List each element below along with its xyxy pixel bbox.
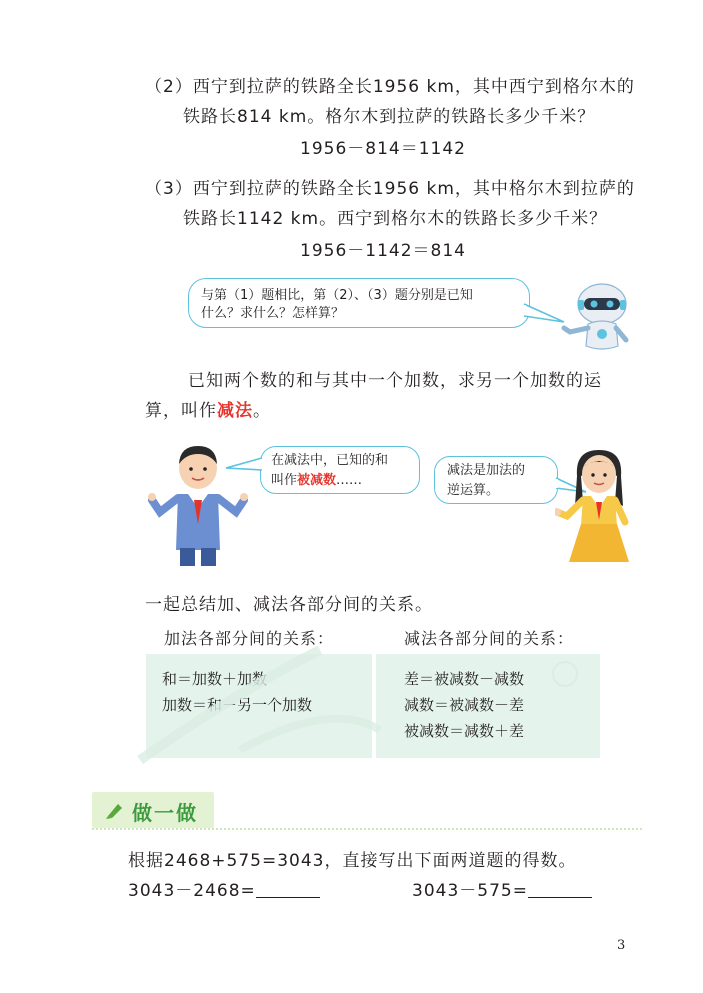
girl-bubble-line-1: 减法是加法的 bbox=[447, 463, 526, 478]
problem-2-equation: 1956－814＝1142 bbox=[300, 139, 466, 159]
definition-suffix: 。 bbox=[253, 401, 271, 421]
addition-relation-1: 和＝加数＋加数 bbox=[162, 670, 268, 688]
practice-question-2 bbox=[412, 876, 592, 901]
subtraction-relation-2: 减数＝被减数－差 bbox=[404, 696, 525, 714]
answer-blank-1[interactable] bbox=[256, 881, 320, 898]
addition-title: 加法各部分间的关系： bbox=[164, 629, 335, 648]
boy-bubble-tail bbox=[224, 456, 264, 476]
girl-speech-bubble bbox=[434, 456, 558, 504]
practice-instruction: 根据2468+575=3043，直接写出下面两道题的得数。 bbox=[128, 851, 577, 871]
robot-speech-bubble bbox=[188, 278, 530, 328]
subtraction-relation-1: 差＝被减数－减数 bbox=[404, 670, 525, 688]
subtraction-title: 减法各部分间的关系： bbox=[404, 629, 575, 648]
problem-3-equation: 1956－1142＝814 bbox=[300, 241, 466, 261]
robot-bubble-line-1: 与第（1）题相比，第（2）、（3）题分别是已知 bbox=[201, 288, 473, 303]
boy-speech-bubble bbox=[260, 446, 420, 494]
term-minuend: 被减数 bbox=[297, 473, 337, 488]
practice-question-1-text: 3043－2468= bbox=[128, 881, 256, 901]
page-number: 3 bbox=[617, 938, 626, 953]
practice-divider bbox=[92, 828, 642, 830]
answer-blank-2[interactable] bbox=[528, 881, 592, 898]
watermark-graphic bbox=[120, 630, 600, 770]
problem-2-line-1: （2）西宁到拉萨的铁路全长1956 km，其中西宁到格尔木的 bbox=[145, 77, 635, 97]
term-subtraction: 减法 bbox=[217, 401, 253, 421]
practice-question-2-text: 3043－575= bbox=[412, 881, 528, 901]
problem-3-line-1: （3）西宁到拉萨的铁路全长1956 km，其中格尔木到拉萨的 bbox=[145, 179, 635, 199]
boy-bubble-line-2 bbox=[271, 471, 409, 491]
practice-question-1 bbox=[128, 876, 320, 901]
boy-bubble-line-1: 在减法中，已知的和 bbox=[271, 453, 389, 468]
addition-relation-2: 加数＝和－另一个加数 bbox=[162, 696, 313, 714]
robot-illustration bbox=[560, 280, 635, 352]
boy-bubble-prefix: 叫作 bbox=[271, 473, 298, 488]
practice-heading: 做一做 bbox=[132, 801, 198, 825]
girl-illustration bbox=[555, 446, 640, 566]
pencil-icon bbox=[104, 800, 126, 820]
robot-bubble-line-2: 什么？求什么？怎样算？ bbox=[201, 306, 345, 321]
boy-bubble-ellipsis: …… bbox=[336, 473, 363, 488]
subtraction-relation-3: 被减数＝减数＋差 bbox=[404, 722, 525, 740]
problem-2-line-2: 铁路长814 km。格尔木到拉萨的铁路长多少千米？ bbox=[183, 107, 596, 127]
girl-bubble-line-2: 逆运算。 bbox=[447, 483, 500, 498]
summary-intro: 一起总结加、减法各部分间的关系。 bbox=[145, 595, 433, 615]
definition-prefix: 算，叫作 bbox=[145, 401, 217, 421]
definition-line-1: 已知两个数的和与其中一个加数，求另一个加数的运 bbox=[188, 371, 602, 391]
definition-line-2 bbox=[145, 396, 271, 421]
problem-3-line-2: 铁路长1142 km。西宁到格尔木的铁路长多少千米？ bbox=[183, 209, 608, 229]
